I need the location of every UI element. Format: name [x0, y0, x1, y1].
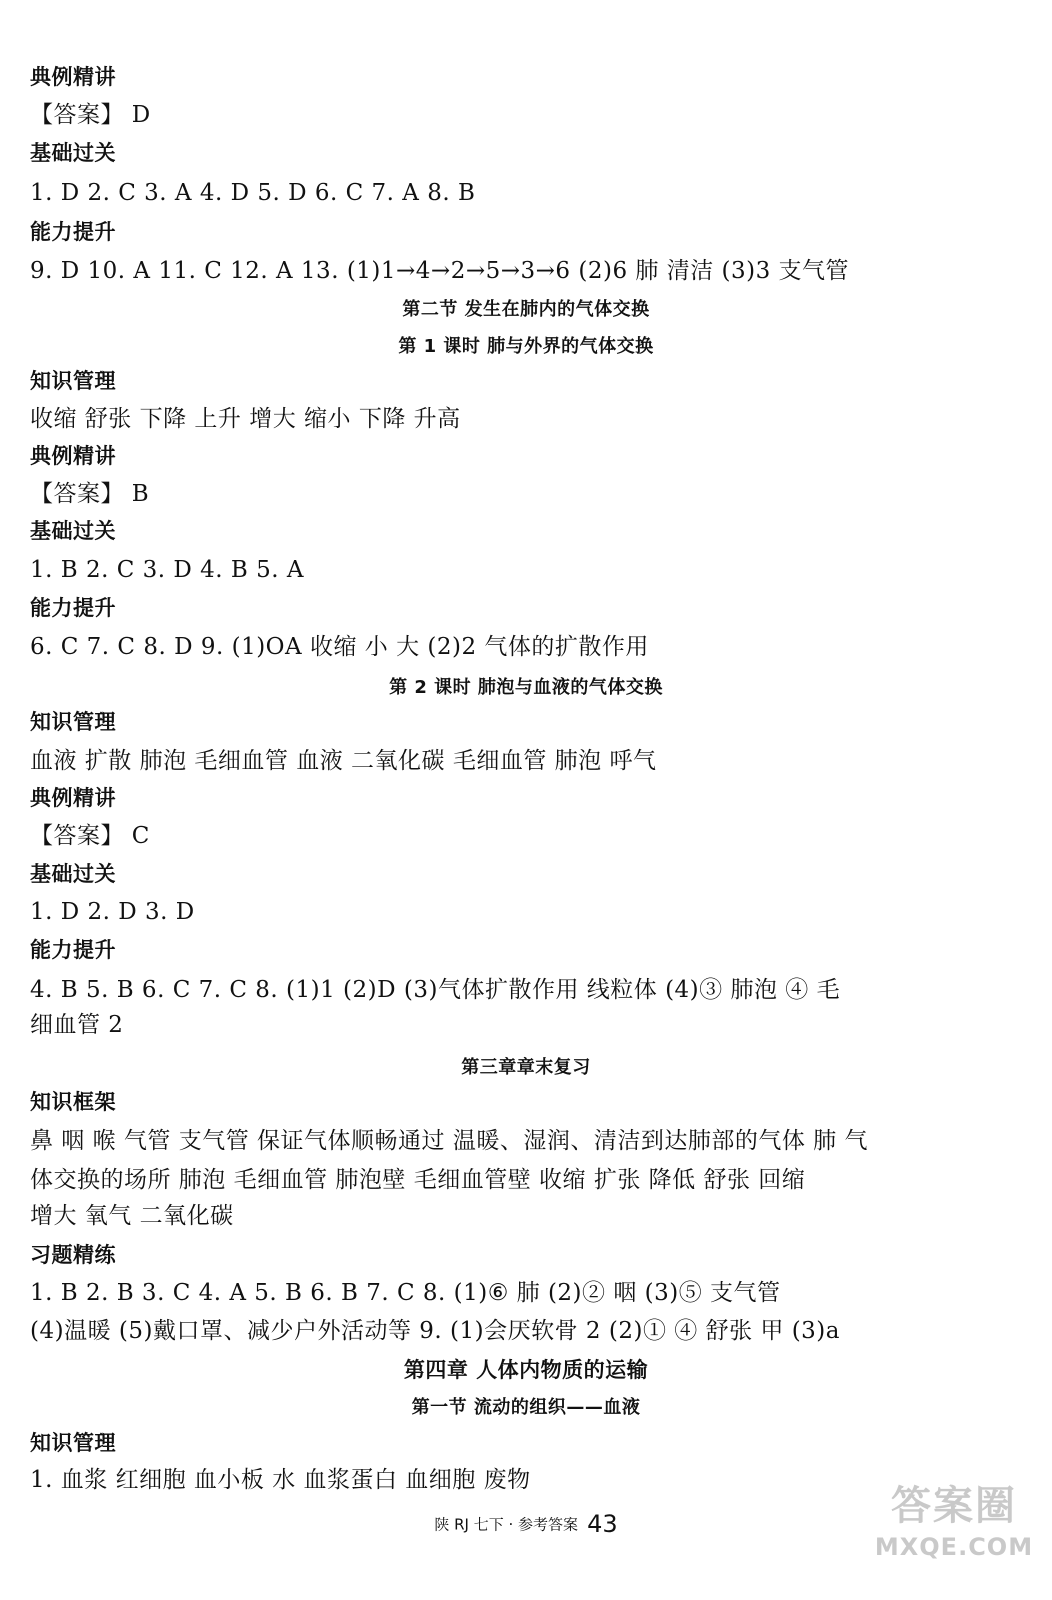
- answer-line: 1. D 2. D 3. D: [30, 899, 195, 925]
- watermark-logo: [874, 1480, 1034, 1590]
- section-heading-ability: 能力提升: [30, 938, 116, 962]
- answer-line: 增大 氧气 二氧化碳: [30, 1203, 234, 1229]
- answer-line: 1. B 2. B 3. C 4. A 5. B 6. B 7. C 8. (1)⑥ 肺 (2)② 咽 (3)⑤ 支气管: [30, 1280, 781, 1306]
- section-heading-example: 典例精讲: [30, 65, 116, 89]
- section-heading-basic: 基础过关: [30, 862, 116, 886]
- section-heading-example: 典例精讲: [30, 444, 116, 468]
- answer-line: 血液 扩散 肺泡 毛细血管 血液 二氧化碳 毛细血管 肺泡 呼气: [30, 748, 657, 774]
- answer-line: 1. 血浆 红细胞 血小板 水 血浆蛋白 血细胞 废物: [30, 1467, 531, 1493]
- answer-line: 9. D 10. A 11. C 12. A 13. (1)1→4→2→5→3→6 (2)6 肺 清洁 (3)3 支气管: [30, 258, 850, 284]
- watermark-logo-text: 答案圈: [891, 1483, 1017, 1529]
- section-heading-knowledge: 知识管理: [30, 369, 116, 393]
- answer-line: 细血管 2: [30, 1012, 124, 1038]
- chapter-review-title: 第三章章末复习: [461, 1057, 591, 1078]
- answer-line: 1. D 2. C 3. A 4. D 5. D 6. C 7. A 8. B: [30, 180, 476, 206]
- section-heading-basic: 基础过关: [30, 519, 116, 543]
- section-heading-framework: 知识框架: [30, 1090, 116, 1114]
- section-heading-basic: 基础过关: [30, 141, 116, 165]
- section-heading-ability: 能力提升: [30, 596, 116, 620]
- chapter-title: 第四章 人体内物质的运输: [403, 1358, 649, 1382]
- answer-line: 【答案】 C: [30, 823, 150, 849]
- section-heading-knowledge: 知识管理: [30, 710, 116, 734]
- answer-line: 【答案】 B: [30, 481, 150, 507]
- section-heading-exercises: 习题精练: [30, 1243, 116, 1267]
- answer-line: 6. C 7. C 8. D 9. (1)OA 收缩 小 大 (2)2 气体的扩散作用: [30, 634, 649, 660]
- footer-label: 陕 RJ 七下 · 参考答案: [434, 1515, 579, 1534]
- answer-line: 【答案】 D: [30, 102, 151, 128]
- section-title: 第一节 流动的组织——血液: [411, 1397, 641, 1418]
- section-heading-knowledge: 知识管理: [30, 1431, 116, 1455]
- page-number: 43: [587, 1510, 618, 1538]
- watermark-url-text: MXQE.COM: [874, 1533, 1034, 1561]
- answer-line: 1. B 2. C 3. D 4. B 5. A: [30, 557, 304, 583]
- lesson-title: 第 1 课时 肺与外界的气体交换: [398, 336, 654, 357]
- section-heading-example: 典例精讲: [30, 786, 116, 810]
- answer-line: 体交换的场所 肺泡 毛细血管 肺泡壁 毛细血管壁 收缩 扩张 降低 舒张 回缩: [30, 1167, 806, 1193]
- section-title: 第二节 发生在肺内的气体交换: [402, 299, 650, 320]
- answer-line: 收缩 舒张 下降 上升 增大 缩小 下降 升高: [30, 406, 461, 432]
- section-heading-ability: 能力提升: [30, 220, 116, 244]
- answer-line: (4)温暖 (5)戴口罩、减少户外活动等 9. (1)会厌软骨 2 (2)① ④ 舒张 甲 (3)a: [30, 1318, 840, 1344]
- answer-line: 鼻 咽 喉 气管 支气管 保证气体顺畅通过 温暖、湿润、清洁到达肺部的气体 肺 气: [30, 1128, 868, 1154]
- lesson-title: 第 2 课时 肺泡与血液的气体交换: [389, 677, 663, 698]
- answer-line: 4. B 5. B 6. C 7. C 8. (1)1 (2)D (3)气体扩散作用 线粒体 (4)③ 肺泡 ④ 毛: [30, 977, 841, 1003]
